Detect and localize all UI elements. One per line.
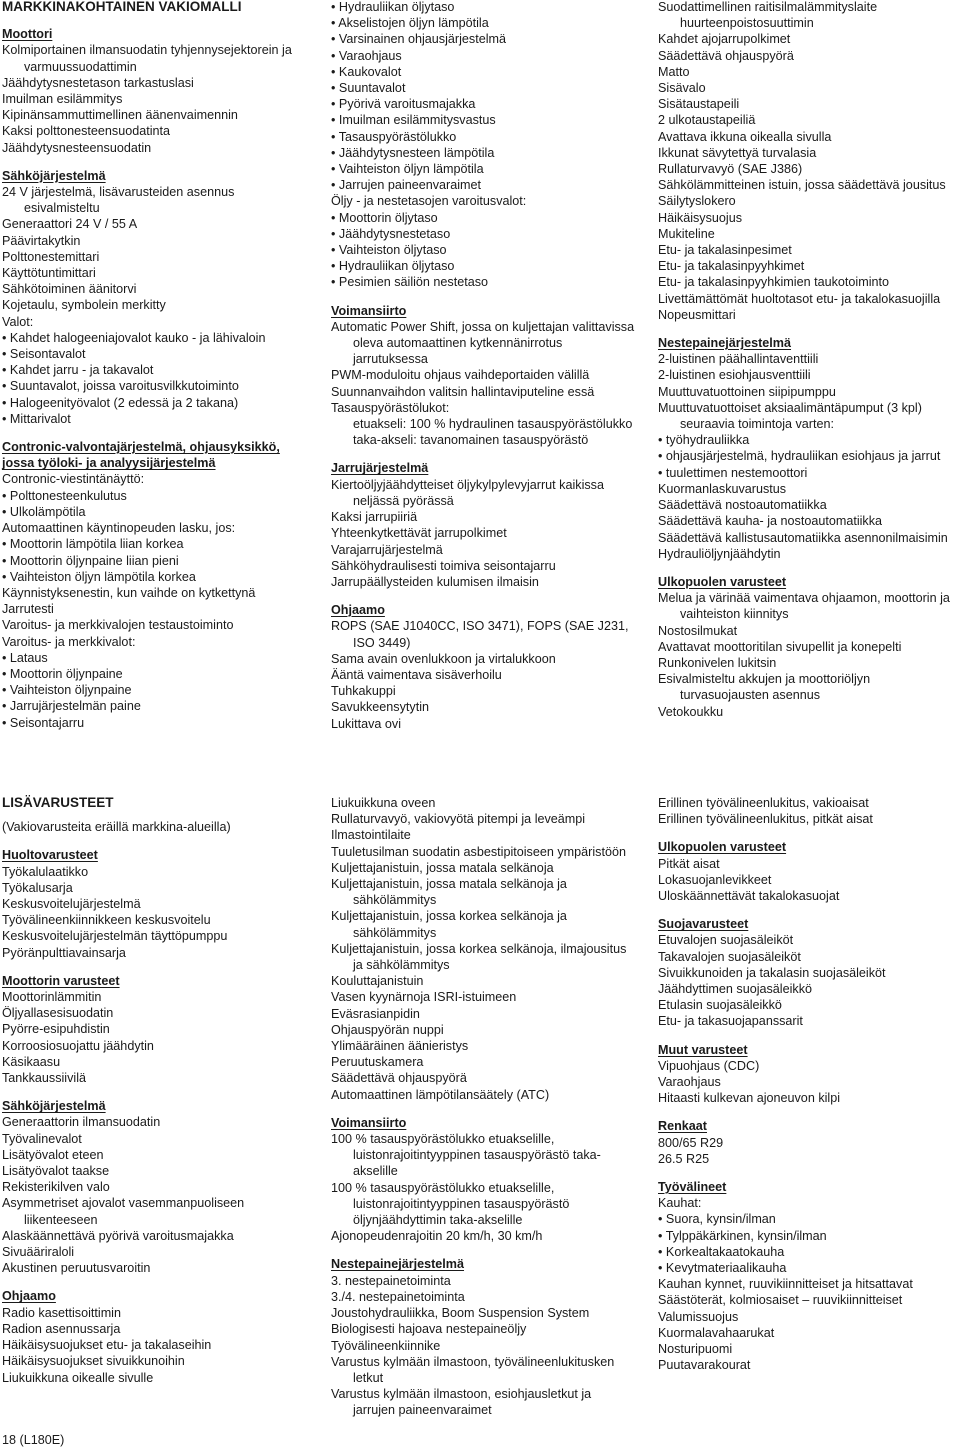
list-item: Livettämättömät huoltotasot etu- ja takalokasuojilla [658,291,941,306]
list-item: Käynnistyksenestin, kun vaihde on kytkettynä [2,585,256,600]
bullet-item: • Halogeenityövalot (2 edessä ja 2 takana) [2,395,307,411]
list-item: Säädettävä ohjauspyörä [331,1071,467,1086]
column-4 [2,795,307,1386]
section-title: MARKKINAKOHTAINEN VAKIOMALLI [2,0,242,14]
list-item: Rullaturvavyö, vakiovyötä pitempi ja leveämpi [331,812,586,827]
list-item: Peruutuskamera [331,1055,424,1070]
bullet-item: • Moottorin öljynpaine [2,666,307,682]
list-item: Radion asennussarja [2,1321,121,1336]
list-item: Kuormalavahaarukat [658,1325,775,1340]
section-heading: Contronic-valvontajärjestelmä, ohjausyksikkö, jossa työloki- ja analyysijärjestelmä [2,440,280,471]
list-item: Käsikaasu [2,1054,61,1069]
bullet-item: • Mittarivalot [2,411,307,427]
list-item: Varoitus- ja merkkivalot: [2,634,136,649]
list-item: Varajarrujärjestelmä [331,542,443,557]
bullet-item: • Moottorin öljynpaine liian pieni [2,553,307,569]
list-item: Nosturipuomi [658,1342,733,1357]
list-item: Jarrutesti [2,602,54,617]
list-item: Biologisesti hajoava nestepaineöljy [331,1322,527,1337]
bullet-item: • ohjausjärjestelmä, hydrauliikan esiohjaus ja jarrut [658,448,958,464]
section-heading: Voimansiirto [331,303,407,318]
section-heading: Nestepainejärjestelmä [331,1257,465,1272]
list-item: Varustus kylmään ilmastoon, työvälineenlukitusken letkut [331,1354,615,1385]
bullet-item: • Akselistojen öljyn lämpötila [331,15,636,31]
list-item: Käyttötuntimittari [2,266,96,281]
list-item: Ylimääräinen äänieristys [331,1039,469,1054]
list-item: Kahdet ajojarrupolkimet [658,32,791,47]
section-heading: Työvälineet [658,1180,727,1195]
list-item: 2 ulkotaustapeiliä [658,113,756,128]
column-2 [331,0,636,732]
list-item: Kolmiportainen ilmansuodatin tyhjennysejektorein ja varmuussuodattimin [2,43,292,74]
list-item: Päävirtakytkin [2,233,81,248]
list-item: 26.5 R25 [658,1151,710,1166]
list-item: Lisätyövalot eteen [2,1147,104,1162]
page-footer: 18 (L180E) [2,1433,65,1447]
list-item: Sisätaustapeili [658,97,740,112]
bullet-item: • Jarrujen paineenvaraimet [331,177,636,193]
section-heading: Ohjaamo [331,603,385,618]
list-item: Työkalulaatikko [2,864,89,879]
list-item: Valumissuojus [658,1309,739,1324]
bullet-item: • Polttonesteenkulutus [2,488,307,504]
list-item: Työkalusarja [2,880,73,895]
bullet-item: • Varsinainen ohjausjärjestelmä [331,31,636,47]
list-item: Ohjauspyörän nuppi [331,1022,444,1037]
column-1 [2,0,307,731]
column-3 [658,0,958,720]
list-item: Takavalojen suojasäleiköt [658,949,801,964]
list-item: Hitaasti kulkevan ajoneuvon kilpi [658,1091,841,1106]
list-item: Säädettävä nostoautomatiikka [658,498,827,513]
list-item: 3. nestepainetoiminta [331,1273,451,1288]
list-item: Ajonopeudenrajoitin 20 km/h, 30 km/h [331,1229,543,1244]
list-item: Suodattimellinen raitisilmalämmityslaite huurteenpoistosuuttimin [658,0,878,31]
list-item: Sähkötoiminen äänitorvi [2,282,137,297]
bullet-item: • Imuilman esilämmitysvastus [331,112,636,128]
list-item: Ilmastointilaite [331,828,411,843]
list-item: Korroosiosuojattu jäähdytin [2,1038,154,1053]
bullet-item: • Kaukovalot [331,64,636,80]
list-item: Uloskäännettävät takalokasuojat [658,889,840,904]
bullet-item: • Suuntavalot [331,80,636,96]
list-item: Avattava ikkuna oikealla sivulla [658,129,832,144]
list-item: Erillinen työvälineenlukitus, vakioaisat [658,796,869,810]
bullet-item: • Varaohjaus [331,48,636,64]
list-item: 100 % tasauspyörästölukko etuakselille, luistonrajoitintyyppinen tasauspyörästö öljynjäähdyttimin taka-akselille [331,1180,570,1228]
list-item: Lisätyövalot taakse [2,1164,110,1179]
bullet-item: • Ulkolämpötila [2,504,307,520]
list-item: Runkonivelen lukitsin [658,655,777,670]
list-item: Vetokoukku [658,704,724,719]
bullet-item: • Kahdet halogeeniajovalot kauko - ja lähivaloin [2,330,307,346]
list-item: Kaksi jarrupiiriä [331,510,418,525]
list-item: Häikäisysuojus [658,210,742,225]
list-item: taka-akseli: tavanomainen tasauspyörästö [353,433,589,448]
list-item: Kauhat: [658,1196,702,1211]
list-item: Muuttuvatuottoinen siipipumppu [658,384,836,399]
bullet-item: • Suuntavalot, joissa varoitusvilkkutoiminto [2,378,307,394]
list-item: Tuuletusilman suodatin asbestipitoiseen ympäristöön [331,844,626,859]
list-item: Vipuohjaus (CDC) [658,1058,760,1073]
section-heading: Muut varusteet [658,1042,748,1057]
list-item: 100 % tasauspyörästölukko etuakselille, luistonrajoitintyyppinen tasauspyörästö taka-akselille [331,1132,601,1179]
bullet-item: • Moottorin öljytaso [331,210,636,226]
list-item: Liukuikkuna oveen [331,796,436,810]
bullet-item: • Vaihteiston öljynpaine [2,682,307,698]
list-item: Generaattorin ilmansuodatin [2,1115,161,1130]
bullet-item: • Jarrujärjestelmän paine [2,698,307,714]
list-item: Säilytyslokero [658,194,736,209]
list-item: Sivuääriraloli [2,1245,75,1260]
list-item: Etuvalojen suojasäleiköt [658,933,794,948]
list-item: Jarrupäällysteiden kulumisen ilmaisin [331,574,539,589]
list-item: Työvälineenkiinnike [331,1338,441,1353]
list-item: 800/65 R29 [658,1135,724,1150]
list-item: Eväsrasianpidin [331,1006,420,1021]
list-item: Esivalmisteltu akkujen ja moottoriöljyn turvasuojausten asennus [658,672,871,703]
list-item: PWM-moduloitu ohjaus vaihdeportaiden välillä [331,368,590,383]
list-item: Keskusvoitelujärjestelmän täyttöpumppu [2,929,228,944]
list-item: Puutavarakourat [658,1358,751,1373]
list-item: Kipinänsammuttimellinen äänenvaimennin [2,108,238,123]
bullet-item: • Tylppäkärkinen, kynsin/ilman [658,1228,958,1244]
list-item: Mukiteline [658,226,715,241]
list-item: Varaohjaus [658,1075,721,1090]
list-item: Kuljettajanistuin, jossa matala selkänoja [331,860,554,875]
bullet-item: • Hydrauliikan öljytaso [331,258,636,274]
list-item: Vasen kyynärnoja ISRI-istuimeen [331,990,517,1005]
list-item: Liukuikkuna oikealle sivulle [2,1370,154,1385]
list-item: Kuljettajanistuin, jossa korkea selkänoja ja sähkölämmitys [331,909,567,940]
bullet-item: • työhydrauliikka [658,432,958,448]
bullet-item: • Seisontajarru [2,715,307,731]
list-item: Radio kasettisoittimin [2,1305,121,1320]
bullet-item: • Jäähdytysnestetaso [331,226,636,242]
list-item: Yhteenkytkettävät jarrupolkimet [331,526,507,541]
list-item: Ikkunat sävytettyä turvalasia [658,145,817,160]
list-item: Avattavat moottoritilan sivupellit ja konepelti [658,639,902,654]
list-item: Automatic Power Shift, jossa on kuljettajan valittavissa oleva automaattinen kytkennänirrotus jarrutuksessa [331,319,635,367]
list-item: Asymmetriset ajovalot vasemmanpuoliseen liikenteeseen [2,1196,245,1227]
list-item: Moottorinlämmitin [2,990,102,1005]
list-item: 2-luistinen päähallintaventtiili [658,352,819,367]
list-item: Matto [658,64,690,79]
list-item: Imuilman esilämmitys [2,92,123,107]
bullet-item: • Seisontavalot [2,346,307,362]
list-item: Etu- ja takalasinpesimet [658,243,792,258]
list-item: Säädettävä kauha- ja nostoautomatiikka [658,514,883,529]
list-item: Suunnanvaihdon valitsin hallintaviputeline essä [331,384,595,399]
list-item: Kiertoöljyjäähdytteiset öljykylpylevyjarrut kaikissa neljässä pyörässä [331,477,604,508]
bullet-item: • Vaihteiston öljyn lämpötila [331,161,636,177]
list-item: Erillinen työvälineenlukitus, pitkät aisat [658,812,873,827]
bullet-item: • Pyörivä varoitusmajakka [331,96,636,112]
list-item: Keskusvoitelujärjestelmä [2,897,141,912]
section-heading: Huoltovarusteet [2,848,98,863]
section-heading: Suojavarusteet [658,917,749,932]
bullet-item: • Vaihteiston öljytaso [331,242,636,258]
list-item: Etu- ja takasuojapanssarit [658,1014,803,1029]
bullet-item: • Moottorin lämpötila liian korkea [2,536,307,552]
list-item: Pyöränpulttiavainsarja [2,945,126,960]
section-heading: Renkaat [658,1119,707,1134]
list-item: Automaattinen lämpötilansäätely (ATC) [331,1087,550,1102]
list-item: Sähköhydraulisesti toimiva seisontajarru [331,558,556,573]
bullet-item: • Vaihteiston öljyn lämpötila korkea [2,569,307,585]
list-item: 24 V järjestelmä, lisävarusteiden asennus esivalmisteltu [2,185,235,216]
bullet-item: • Hydrauliikan öljytaso [331,0,636,15]
list-item: Etu- ja takalasinpyyhkimet [658,259,805,274]
list-item: Savukkeensytytin [331,700,430,715]
list-item: Melua ja värinää vaimentava ohjaamon, moottorin ja vaihteiston kiinnitys [658,591,950,622]
bullet-item: • Kevytmateriaalikauha [658,1260,958,1276]
section-heading: Sähköjärjestelmä [2,168,106,183]
section-subtitle: (Vakiovarusteita eräillä markkina-alueilla) [2,820,231,835]
bullet-item: • Jäähdytysnesteen lämpötila [331,145,636,161]
list-item: Polttonestemittari [2,249,100,264]
bullet-item: • Pesimien säiliön nestetaso [331,274,636,290]
list-item: Akustinen peruutusvaroitin [2,1261,151,1276]
list-item: Pitkät aisat [658,856,720,871]
section-heading: Moottori [2,27,53,42]
section-heading: Ohjaamo [2,1289,56,1304]
list-item: ROPS (SAE J1040CC, ISO 3471), FOPS (SAE J231, ISO 3449) [331,619,629,650]
list-item: Valot: [2,314,34,329]
list-item: Kauhan kynnet, ruuvikiinnitteiset ja hitsattavat [658,1277,913,1292]
list-item: Lokasuojanlevikkeet [658,872,772,887]
list-item: Varoitus- ja merkkivalojen testaustoiminto [2,618,234,633]
list-item: Generaattori 24 V / 55 A [2,217,138,232]
bullet-item: • Suora, kynsin/ilman [658,1211,958,1227]
section-heading: Jarrujärjestelmä [331,461,429,476]
list-item: Sisävalo [658,81,706,96]
list-item: Säädettävä kallistusautomatiikka asennonilmaisimin [658,530,948,545]
section-heading: Ulkopuolen varusteet [658,574,787,589]
list-item: 2-luistinen esiohjausventtiili [658,368,811,383]
list-item: Varustus kylmään ilmastoon, esiohjausletkut ja jarrujen paineenvaraimet [331,1387,592,1418]
list-item: Contronic-viestintänäyttö: [2,472,145,487]
bullet-item: • Lataus [2,650,307,666]
list-item: Työvälineenkiinnikkeen keskusvoitelu [2,913,211,928]
list-item: 3./4. nestepainetoiminta [331,1289,465,1304]
list-item: Sivuikkunoiden ja takalasin suojasäleiköt [658,965,886,980]
section-heading: Voimansiirto [331,1115,407,1130]
list-item: Rullaturvavyö (SAE J386) [658,162,803,177]
column-6 [658,795,958,1374]
section-heading: Moottorin varusteet [2,973,120,988]
list-item: Hydrauliöljynjäähdytin [658,546,781,561]
list-item: Kouluttajanistuin [331,974,424,989]
list-item: Ääntä vaimentava sisäverhoilu [331,667,502,682]
list-item: Pyörre-esipuhdistin [2,1022,110,1037]
list-item: Alaskäännettävä pyörivä varoitusmajakka [2,1228,234,1243]
list-item: Kaksi polttonesteensuodatinta [2,124,171,139]
section-heading: Nestepainejärjestelmä [658,336,792,351]
list-item: etuakseli: 100 % hydraulinen tasauspyörästölukko [353,417,633,432]
list-item: Etu- ja takalasinpyyhkimien taukotoiminto [658,275,889,290]
list-item: Öljy - ja nestetasojen varoitusvalot: [331,194,527,209]
bullet-item: • Tasauspyörästölukko [331,129,636,145]
bullet-item: • tuulettimen nestemoottori [658,465,958,481]
list-item: Joustohydrauliikka, Boom Suspension System [331,1306,590,1321]
list-item: Kuormanlaskuvarustus [658,481,787,496]
list-item: Nopeusmittari [658,307,736,322]
list-item: Etulasin suojasäleikkö [658,998,782,1013]
list-item: Lukittava ovi [331,716,402,731]
list-item: Säästöterät, kolmiosaiset – ruuvikiinnitteiset [658,1293,903,1308]
list-item: Automaattinen käyntinopeuden lasku, jos: [2,521,236,536]
list-item: Häikäisysuojukset sivuikkunoihin [2,1354,185,1369]
section-title: LISÄVARUSTEET [2,795,114,810]
list-item: Tasauspyörästölukot: [331,400,450,415]
bullet-item: • Kahdet jarru - ja takavalot [2,362,307,378]
list-item: Kojetaulu, symbolein merkitty [2,298,166,313]
bullet-item: • Korkealtakaatokauha [658,1244,958,1260]
list-item: Tuhkakuppi [331,684,396,699]
list-item: Häikäisysuojukset etu- ja takalaseihin [2,1338,212,1353]
list-item: Säädettävä ohjauspyörä [658,48,794,63]
list-item: Rekisterikilven valo [2,1180,110,1195]
list-item: Nostosilmukat [658,623,738,638]
list-item: Sama avain ovenlukkoon ja virtalukkoon [331,651,556,666]
list-item: Jäähdytysnesteensuodatin [2,140,152,155]
section-heading: Ulkopuolen varusteet [658,840,787,855]
section-heading: Sähköjärjestelmä [2,1099,106,1114]
column-5 [331,795,636,1419]
list-item: Öljyallasesisuodatin [2,1006,114,1021]
list-item: Jäähdyttimen suojasäleikkö [658,982,813,997]
list-item: Muuttuvatuottoiset aksiaalimäntäpumput (3 kpl) seuraavia toimintoja varten: [658,400,922,432]
list-item: Kuljettajanistuin, jossa matala selkänoja ja sähkölämmitys [331,877,567,908]
list-item: Tankkaussiivilä [2,1071,86,1086]
list-item: Työvalinevalot [2,1131,82,1146]
list-item: Sähkölämmitteinen istuin, jossa säädettävä jousitus [658,178,946,193]
list-item: Kuljettajanistuin, jossa korkea selkänoja, ilmajousitus ja sähkölämmitys [331,941,627,973]
list-item: Jäähdytysnestetason tarkastuslasi [2,75,194,90]
